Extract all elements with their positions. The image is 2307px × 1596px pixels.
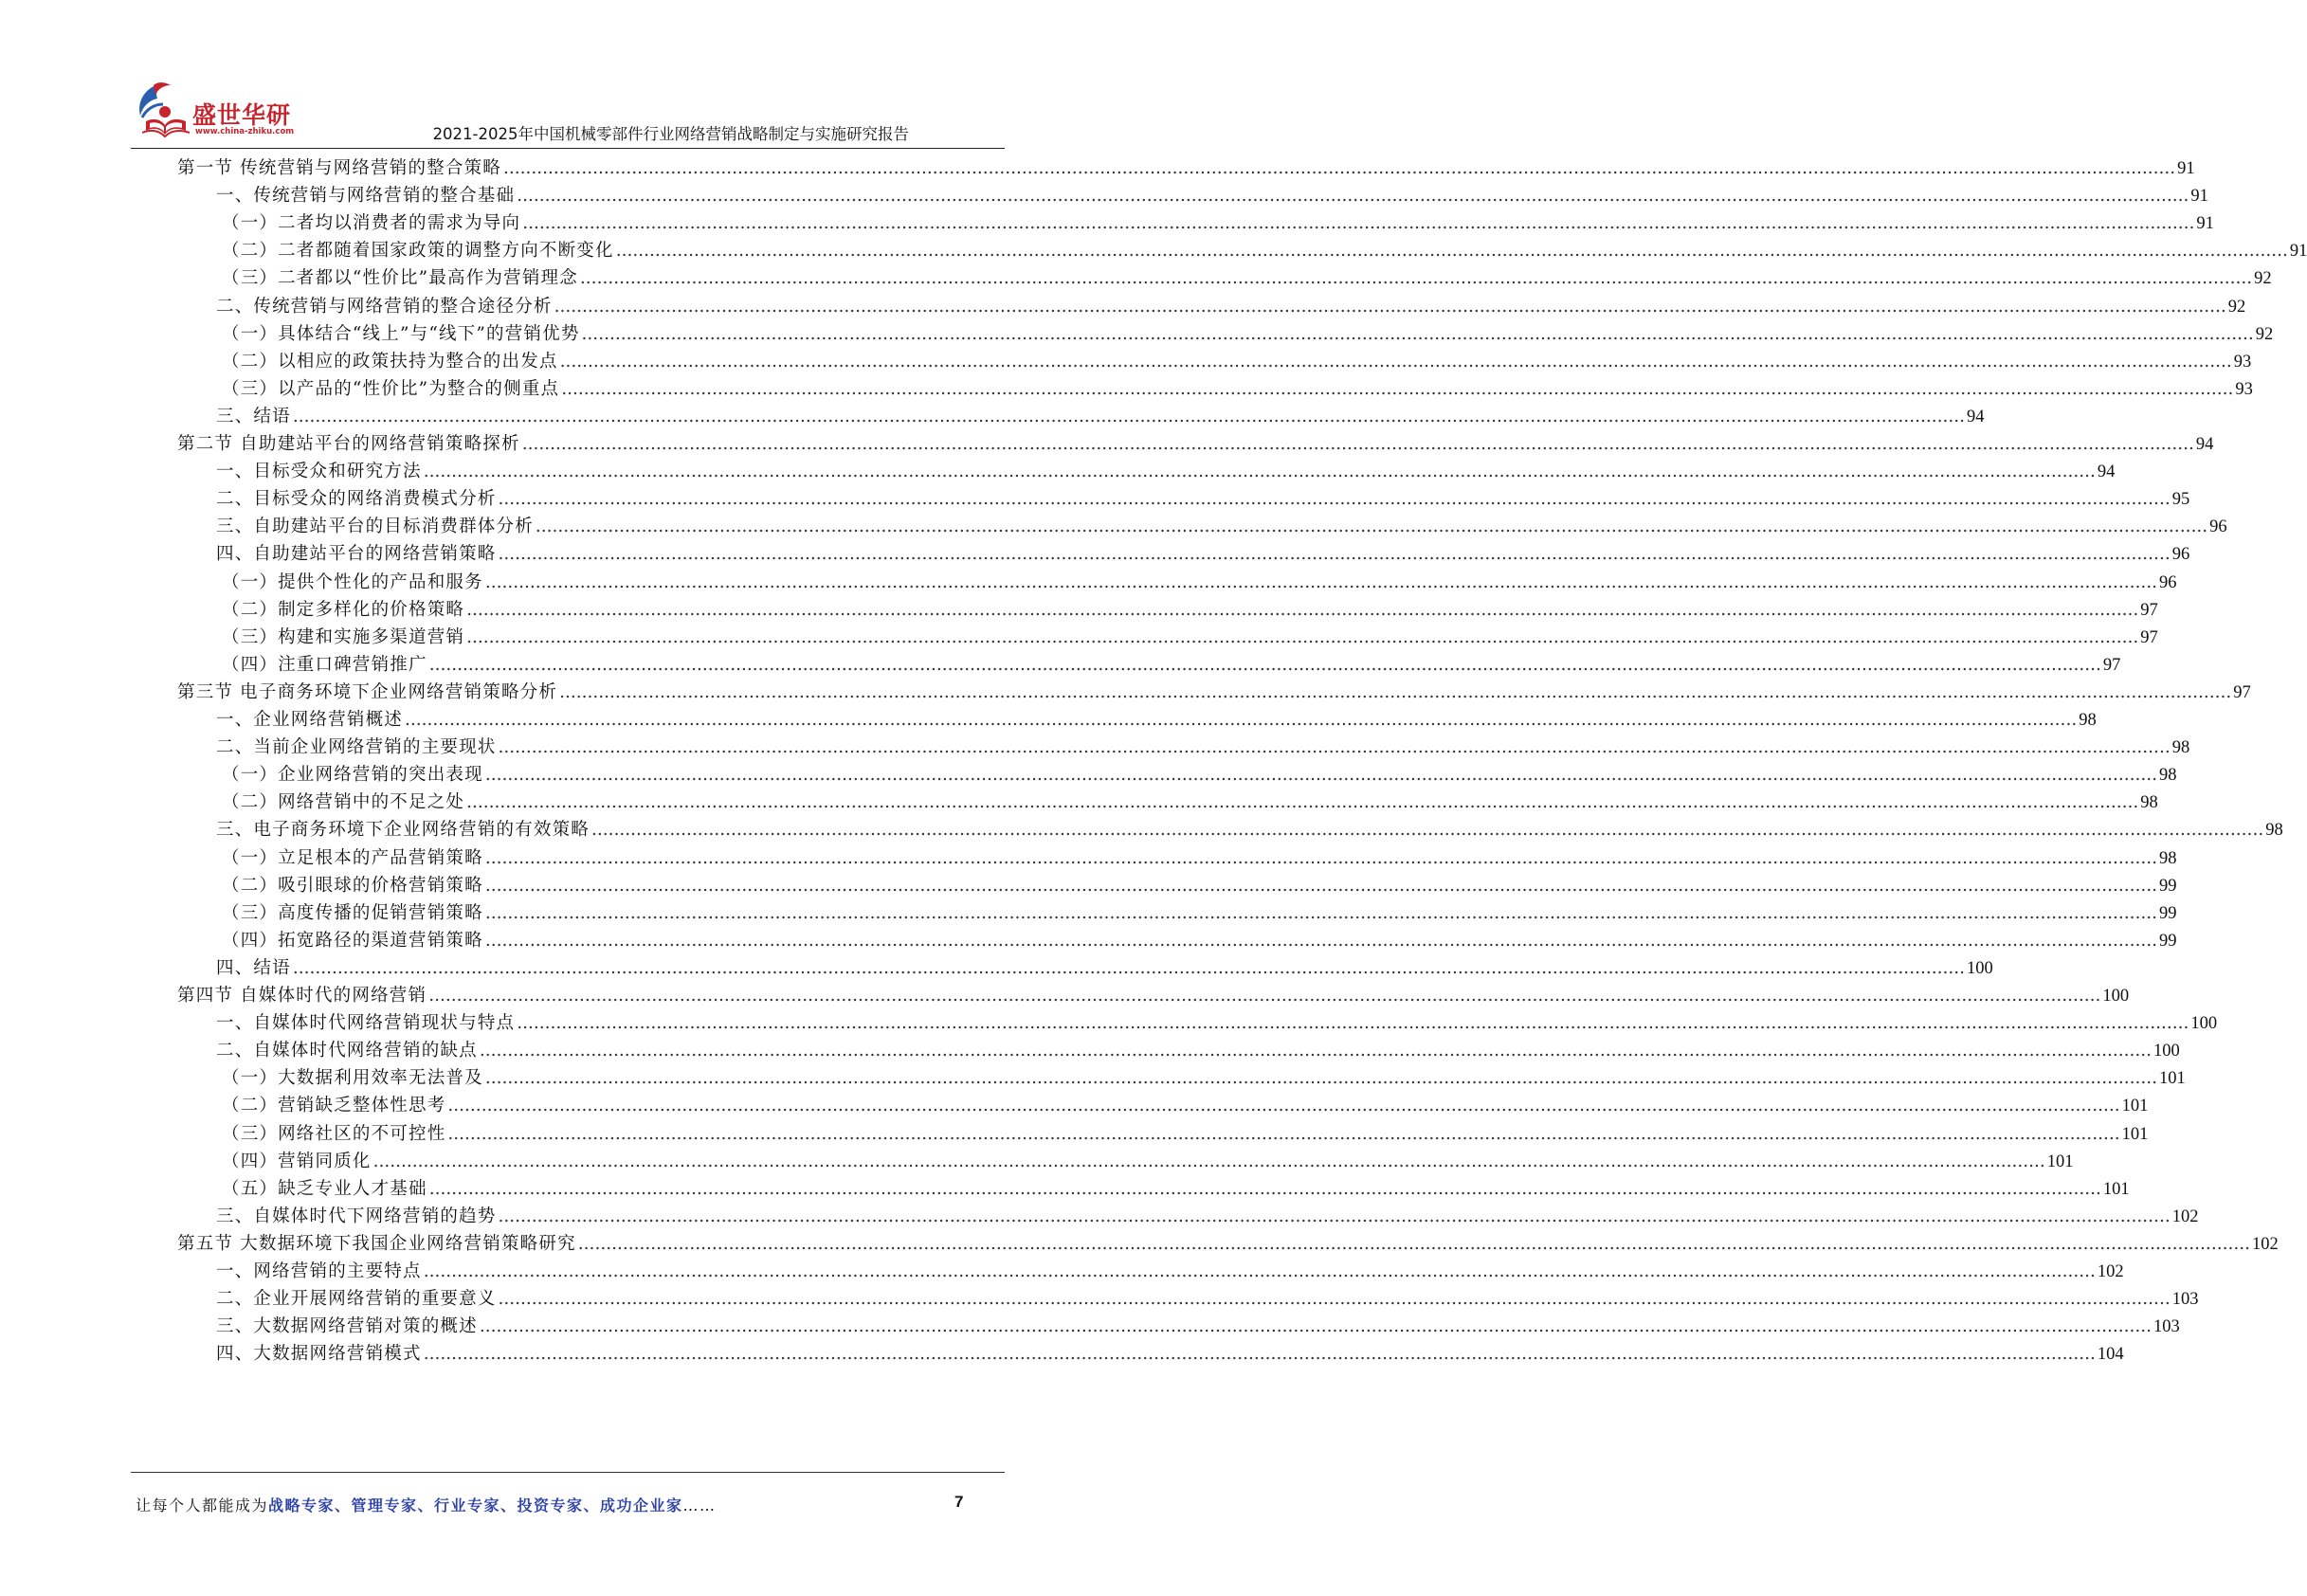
toc-leader-dots: ............................................................................................................................................................................................................................................................................................................ <box>498 489 2171 510</box>
toc-entry-title: 二、企业开展网络营销的重要意义 <box>216 1289 497 1310</box>
toc-entry-page: 102 <box>2251 1234 2279 1254</box>
toc-entry-page: 97 <box>2102 655 2121 675</box>
toc-leader-dots: ............................................................................................................................................................................................................................................................................................................ <box>479 1041 2152 1061</box>
toc-entry[interactable] <box>216 182 2208 210</box>
footer-suffix: …… <box>682 1496 717 1514</box>
toc-leader-dots: ............................................................................................................................................................................................................................................................................................................ <box>484 902 2157 923</box>
toc-entry[interactable] <box>222 375 2253 404</box>
toc-leader-dots: ............................................................................................................................................................................................................................................................................................................ <box>466 599 2139 620</box>
logo-url: www.china-zhiku.com <box>195 127 295 136</box>
toc-entry-title: 三、电子商务环境下企业网络营销的有效策略 <box>216 820 590 841</box>
toc-entry[interactable] <box>222 1092 2149 1120</box>
toc-entry-page: 99 <box>2159 876 2177 896</box>
toc-entry-page: 99 <box>2159 903 2177 923</box>
toc-entry-title: （三）构建和实施多渠道营销 <box>222 626 465 647</box>
toc-leader-dots: ............................................................................................................................................................................................................................................................................................................ <box>559 351 2232 372</box>
toc-entry[interactable] <box>177 430 2214 459</box>
toc-entry-page: 97 <box>2140 627 2158 647</box>
toc-leader-dots: ............................................................................................................................................................................................................................................................................................................ <box>498 544 2171 565</box>
toc-leader-dots: ............................................................................................................................................................................................................................................................................................................ <box>292 406 1965 426</box>
toc-entry-title: （二）网络营销中的不足之处 <box>222 792 465 813</box>
toc-leader-dots: ............................................................................................................................................................................................................................................................................................................ <box>521 434 2194 454</box>
toc-entry-page: 101 <box>2121 1097 2149 1116</box>
toc-entry-title: 一、目标受众和研究方法 <box>216 462 422 482</box>
toc-entry[interactable] <box>222 209 2214 238</box>
toc-entry[interactable] <box>216 1340 2124 1369</box>
toc-entry[interactable] <box>222 237 2307 265</box>
toc-entry-title: （一）立足根本的产品营销策略 <box>222 847 483 868</box>
toc-entry[interactable] <box>216 1258 2124 1286</box>
toc-entry-page: 96 <box>2159 572 2177 592</box>
toc-entry-page: 91 <box>2196 214 2214 234</box>
toc-entry-page: 98 <box>2265 821 2283 841</box>
toc-entry[interactable] <box>222 844 2177 873</box>
toc-leader-dots: ............................................................................................................................................................................................................................................................................................................ <box>517 1013 2189 1034</box>
toc-leader-dots: ............................................................................................................................................................................................................................................................................................................ <box>498 737 2171 758</box>
toc-leader-dots: ............................................................................................................................................................................................................................................................................................................ <box>466 792 2139 813</box>
toc-entry-title: 三、结语 <box>216 406 291 426</box>
toc-entry-title: （二）制定多样化的价格策略 <box>222 599 465 620</box>
page-number: 7 <box>954 1493 964 1511</box>
toc-entry[interactable] <box>222 596 2158 625</box>
header-divider <box>131 148 1005 149</box>
toc-entry-page: 92 <box>2227 297 2246 317</box>
toc-leader-dots: ............................................................................................................................................................................................................................................................................................................ <box>372 1151 2045 1171</box>
toc-leader-dots: ............................................................................................................................................................................................................................................................................................................ <box>484 930 2157 951</box>
toc-entry-page: 98 <box>2140 793 2158 813</box>
toc-entry-title: 三、自助建站平台的目标消费群体分析 <box>216 517 534 537</box>
toc-leader-dots: ............................................................................................................................................................................................................................................................................................................ <box>484 765 2157 786</box>
toc-entry-page: 98 <box>2171 738 2190 758</box>
toc-entry-title: 三、大数据网络营销对策的概述 <box>216 1316 478 1337</box>
toc-entry-title: （四）注重口碑营销推广 <box>222 654 427 675</box>
report-title: 2021-2025年中国机械零部件行业网络营销战略制定与实施研究报告 <box>432 125 909 143</box>
toc-entry-page: 101 <box>2159 1069 2186 1089</box>
toc-entry-page: 98 <box>2079 711 2097 730</box>
footer-divider <box>131 1472 1005 1473</box>
toc-entry[interactable] <box>222 927 2177 955</box>
toc-leader-dots: ............................................................................................................................................................................................................................................................................................................ <box>484 571 2157 592</box>
toc-entry[interactable] <box>222 320 2274 349</box>
toc-entry-page: 103 <box>2171 1290 2199 1310</box>
toc-entry-page: 98 <box>2159 766 2177 786</box>
toc-entry-title: （二）营销缺乏整体性思考 <box>222 1096 446 1116</box>
toc-entry-page: 93 <box>2235 379 2253 399</box>
toc-leader-dots: ............................................................................................................................................................................................................................................................................................................ <box>591 820 2264 841</box>
toc-entry-title: 第五节 大数据环境下我国企业网络营销策略研究 <box>177 1233 576 1254</box>
toc-entry-page: 100 <box>2153 1042 2180 1061</box>
toc-entry[interactable] <box>216 403 1985 431</box>
toc-entry-page: 91 <box>2177 159 2195 178</box>
toc-leader-dots: ............................................................................................................................................................................................................................................................................................................ <box>577 1233 2250 1254</box>
toc-entry-title: （一）二者均以消费者的需求为导向 <box>222 213 521 234</box>
toc-entry[interactable] <box>216 458 2116 486</box>
toc-entry-title: 第二节 自助建站平台的网络营销策略探析 <box>177 434 520 454</box>
toc-entry[interactable] <box>216 1203 2199 1231</box>
toc-leader-dots: ............................................................................................................................................................................................................................................................................................................ <box>517 186 2189 207</box>
toc-entry-page: 99 <box>2159 931 2177 951</box>
toc-entry-title: 一、网络营销的主要特点 <box>216 1261 422 1281</box>
toc-entry-page: 100 <box>2102 987 2130 1006</box>
toc-entry-title: （三）以产品的“性价比”为整合的侧重点 <box>222 378 560 399</box>
toc-leader-dots: ............................................................................................................................................................................................................................................................................................................ <box>554 296 2226 317</box>
toc-entry[interactable] <box>222 264 2272 293</box>
toc-entry-title: （一）企业网络营销的突出表现 <box>222 765 483 786</box>
toc-entry[interactable] <box>216 706 2097 735</box>
toc-entry[interactable] <box>222 872 2177 900</box>
toc-entry-page: 103 <box>2153 1317 2180 1337</box>
toc-entry[interactable] <box>222 569 2177 597</box>
toc-leader-dots: ............................................................................................................................................................................................................................................................................................................ <box>498 1206 2171 1226</box>
toc-entry[interactable] <box>216 816 2283 844</box>
toc-entry-title: （五）缺乏专业人才基础 <box>222 1178 427 1199</box>
toc-entry-page: 92 <box>2255 324 2274 344</box>
toc-entry-title: 二、自媒体时代网络营销的缺点 <box>216 1041 478 1061</box>
toc-leader-dots: ............................................................................................................................................................................................................................................................................................................ <box>502 158 2176 178</box>
toc-entry-title: （四）营销同质化 <box>222 1151 372 1171</box>
toc-entry[interactable] <box>216 1285 2199 1314</box>
toc-leader-dots: ............................................................................................................................................................................................................................................................................................................ <box>615 241 2288 262</box>
toc-entry-page: 100 <box>1967 958 1993 978</box>
toc-entry-title: （一）大数据利用效率无法普及 <box>222 1068 483 1089</box>
toc-leader-dots: ............................................................................................................................................................................................................................................................................................................ <box>579 268 2253 289</box>
toc-entry-title: （三）二者都以“性价比”最高作为营销理念 <box>222 268 578 289</box>
toc-leader-dots: ............................................................................................................................................................................................................................................................................................................ <box>479 1316 2152 1337</box>
toc-entry-title: （二）以相应的政策扶持为整合的出发点 <box>222 351 558 372</box>
page-header <box>0 0 1129 152</box>
toc-entry-page: 100 <box>2190 1014 2218 1034</box>
toc-entry[interactable] <box>216 734 2190 762</box>
toc-entry[interactable] <box>177 1230 2279 1259</box>
toc-entry[interactable] <box>216 1037 2180 1065</box>
footer-highlight: 战略专家、管理专家、行业专家、投资专家、成功企业家 <box>268 1496 683 1514</box>
toc-entry-title: （四）拓宽路径的渠道营销策略 <box>222 930 483 951</box>
toc-leader-dots: ............................................................................................................................................................................................................................................................................................................ <box>484 1068 2157 1089</box>
toc-entry[interactable] <box>177 679 2251 707</box>
toc-leader-dots: ............................................................................................................................................................................................................................................................................................................ <box>535 517 2208 537</box>
toc-leader-dots: ............................................................................................................................................................................................................................................................................................................ <box>484 875 2157 896</box>
toc-entry-page: 101 <box>2046 1152 2074 1171</box>
toc-entry[interactable] <box>216 1009 2218 1038</box>
toc-entry[interactable] <box>222 1175 2130 1204</box>
toc-entry[interactable] <box>222 789 2158 817</box>
toc-entry-title: 一、自媒体时代网络营销现状与特点 <box>216 1013 516 1034</box>
logo-text: 盛世华研 <box>192 101 292 129</box>
toc-leader-dots: ............................................................................................................................................................................................................................................................................................................ <box>484 847 2157 868</box>
toc-entry-title: 第三节 电子商务环境下企业网络营销策略分析 <box>177 681 558 702</box>
book-logo-icon <box>133 80 193 142</box>
toc-entry-page: 94 <box>1967 407 1985 426</box>
toc-entry[interactable] <box>216 293 2246 321</box>
toc-entry[interactable] <box>216 540 2190 569</box>
toc-entry-title: 一、传统营销与网络营销的整合基础 <box>216 186 516 207</box>
toc-entry-title: 四、结语 <box>216 957 291 978</box>
toc-entry[interactable] <box>177 982 2130 1010</box>
toc-entry-page: 94 <box>2097 462 2116 482</box>
toc-entry-page: 101 <box>2102 1179 2130 1199</box>
toc-leader-dots: ............................................................................................................................................................................................................................................................................................................ <box>428 654 2101 675</box>
footer-slogan <box>136 1494 717 1515</box>
toc-leader-dots: ............................................................................................................................................................................................................................................................................................................ <box>447 1096 2120 1116</box>
toc-entry-page: 96 <box>2209 517 2227 537</box>
toc-entry-title: 四、大数据网络营销模式 <box>216 1344 422 1365</box>
toc-entry-page: 97 <box>2140 600 2158 620</box>
toc-entry-title: 四、自助建站平台的网络营销策略 <box>216 544 497 565</box>
toc-entry-title: 二、目标受众的网络消费模式分析 <box>216 489 497 510</box>
toc-entry-page: 93 <box>2233 352 2252 372</box>
toc-entry[interactable] <box>216 1313 2180 1341</box>
toc-entry-title: （二）吸引眼球的价格营销策略 <box>222 875 483 896</box>
toc-entry-title: 三、自媒体时代下网络营销的趋势 <box>216 1206 497 1226</box>
toc-entry-page: 91 <box>2289 242 2307 262</box>
toc-entry[interactable] <box>177 154 2195 183</box>
toc-entry-title: 二、当前企业网络营销的主要现状 <box>216 737 497 758</box>
toc-entry-page: 92 <box>2254 269 2272 289</box>
toc-leader-dots: ............................................................................................................................................................................................................................................................................................................ <box>522 213 2195 234</box>
toc-entry[interactable] <box>222 1064 2186 1093</box>
toc-entry[interactable] <box>222 348 2252 376</box>
toc-entry-page: 101 <box>2121 1124 2149 1144</box>
toc-entry-page: 104 <box>2097 1345 2124 1365</box>
toc-leader-dots: ............................................................................................................................................................................................................................................................................................................ <box>428 986 2101 1006</box>
toc-leader-dots: ............................................................................................................................................................................................................................................................................................................ <box>581 323 2254 344</box>
toc-entry-page: 102 <box>2171 1206 2199 1226</box>
toc-entry[interactable] <box>222 899 2177 928</box>
toc-entry-title: （三）高度传播的促销营销策略 <box>222 902 483 923</box>
toc-entry[interactable] <box>222 624 2158 652</box>
toc-entry-title: （二）二者都随着国家政策的调整方向不断变化 <box>222 241 614 262</box>
toc-entry-title: （一）具体结合“线上”与“线下”的营销优势 <box>222 323 580 344</box>
toc-entry-page: 97 <box>2233 682 2251 702</box>
toc-entry-title: 一、企业网络营销概述 <box>216 710 404 730</box>
toc-entry-page: 94 <box>2195 435 2214 454</box>
toc-entry-page: 95 <box>2171 490 2190 510</box>
toc-leader-dots: ............................................................................................................................................................................................................................................................................................................ <box>423 1261 2096 1281</box>
toc-entry[interactable] <box>216 954 1993 983</box>
toc-leader-dots: ............................................................................................................................................................................................................................................................................................................ <box>466 626 2139 647</box>
toc-entry[interactable] <box>222 651 2121 680</box>
toc-entry[interactable] <box>222 1120 2149 1149</box>
toc-leader-dots: ............................................................................................................................................................................................................................................................................................................ <box>561 378 2234 399</box>
toc-entry-page: 98 <box>2159 848 2177 868</box>
toc-leader-dots: ............................................................................................................................................................................................................................................................................................................ <box>423 1344 2096 1365</box>
toc-entry-page: 96 <box>2171 545 2190 565</box>
toc-leader-dots: ............................................................................................................................................................................................................................................................................................................ <box>428 1178 2101 1199</box>
toc-leader-dots: ............................................................................................................................................................................................................................................................................................................ <box>292 957 1965 978</box>
toc-entry-page: 102 <box>2097 1262 2124 1281</box>
toc-leader-dots: ............................................................................................................................................................................................................................................................................................................ <box>405 710 2078 730</box>
toc-entry[interactable] <box>222 1148 2074 1176</box>
toc-entry-title: （三）网络社区的不可控性 <box>222 1123 446 1144</box>
toc-leader-dots: ............................................................................................................................................................................................................................................................................................................ <box>447 1123 2120 1144</box>
toc-leader-dots: ............................................................................................................................................................................................................................................................................................................ <box>423 462 2096 482</box>
toc-entry-title: 第一节 传统营销与网络营销的整合策略 <box>177 158 501 178</box>
toc-entry-title: 二、传统营销与网络营销的整合途径分析 <box>216 296 553 317</box>
footer-prefix: 让每个人都能成为 <box>136 1496 269 1514</box>
toc-entry-page: 91 <box>2190 187 2208 207</box>
toc-entry-title: 第四节 自媒体时代的网络营销 <box>177 986 427 1006</box>
toc-entry-title: （一）提供个性化的产品和服务 <box>222 571 483 592</box>
company-logo <box>133 80 322 146</box>
toc-leader-dots: ............................................................................................................................................................................................................................................................................................................ <box>559 681 2232 702</box>
toc-entry[interactable] <box>216 485 2190 514</box>
toc-leader-dots: ............................................................................................................................................................................................................................................................................................................ <box>498 1289 2171 1310</box>
toc-entry[interactable] <box>222 761 2177 789</box>
toc-entry[interactable] <box>216 513 2227 541</box>
